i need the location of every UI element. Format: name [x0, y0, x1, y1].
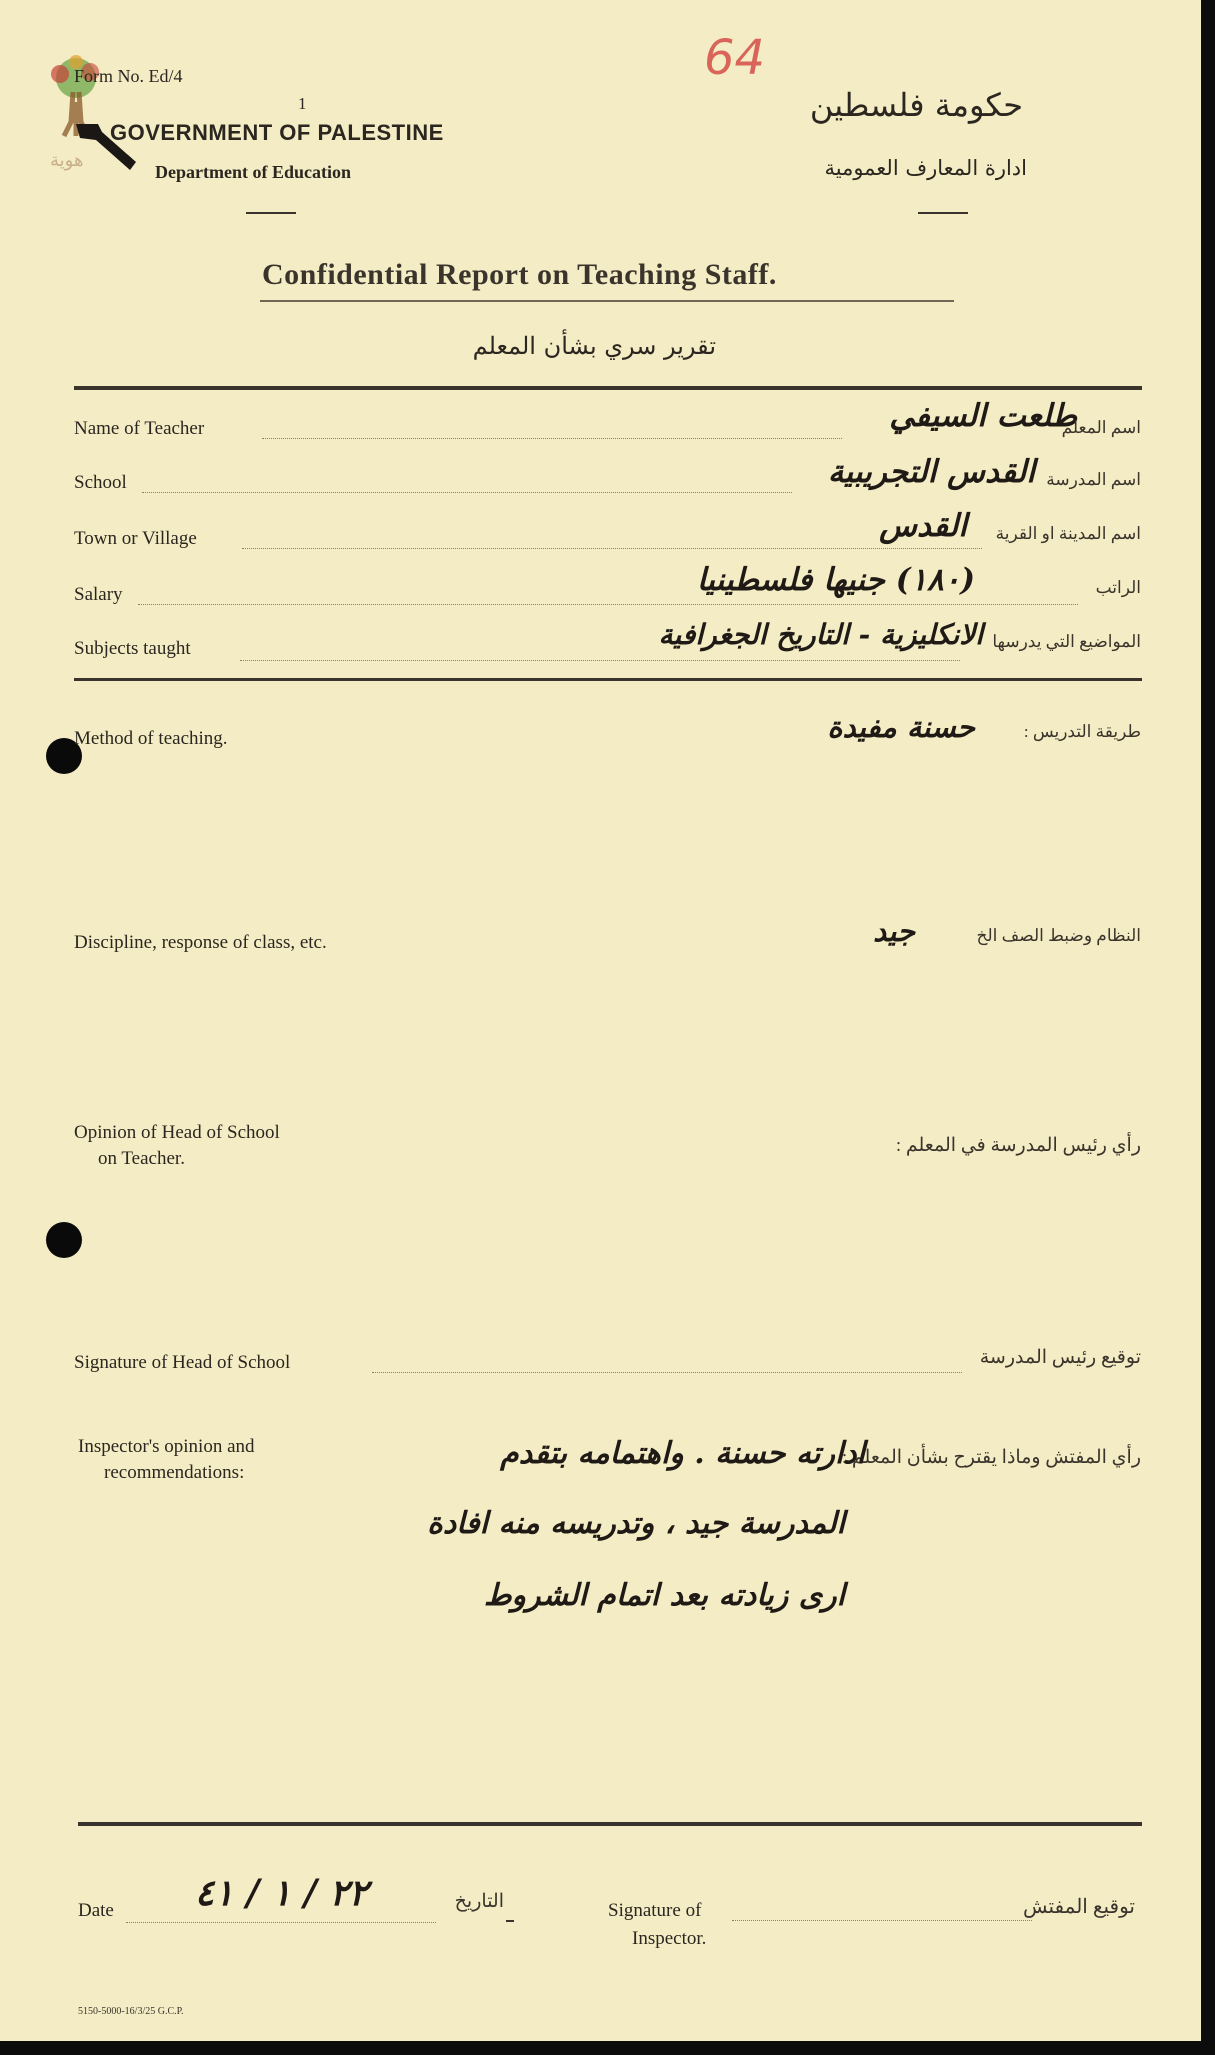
date-label: Date	[78, 1900, 114, 1921]
teacher-name-value: طلعت السيفي	[889, 398, 1077, 434]
signature-inspector-line	[732, 1920, 1032, 1921]
school-label-ar: اسم المدرسة	[1046, 470, 1141, 489]
inspector-label-line2: recommendations:	[104, 1462, 245, 1483]
fields-bottom-rule	[74, 678, 1142, 681]
footer-thick-rule	[78, 1822, 1142, 1826]
subjects-line	[240, 660, 960, 661]
department-title-en: Department of Education	[155, 162, 351, 182]
subjects-label-ar: المواضيع التي يدرسها	[992, 632, 1141, 651]
inspector-comment-line2: المدرسة جيد ، وتدريسه منه افادة	[427, 1506, 845, 1541]
school-label: School	[74, 472, 127, 493]
subjects-label: Subjects taught	[74, 638, 191, 659]
page-number: 64	[704, 30, 766, 86]
print-code: 5150-5000-16/3/25 G.C.P.	[78, 2006, 184, 2017]
tick-mark: 1	[298, 94, 307, 113]
discipline-label-ar: النظام وضبط الصف الخ	[976, 926, 1141, 945]
scan-edge-bottom	[0, 2041, 1215, 2055]
date-label-ar: التاريخ	[454, 1891, 504, 1912]
government-title-en: GOVERNMENT OF PALESTINE	[110, 120, 444, 145]
top-thick-rule	[74, 386, 1142, 390]
header-dash-left	[246, 212, 296, 214]
inspector-label-ar: رأي المفتش وماذا يقترح بشأن المعلم :	[841, 1447, 1141, 1468]
discipline-value: جيد	[873, 914, 915, 948]
date-line	[126, 1922, 436, 1923]
town-label: Town or Village	[74, 528, 197, 549]
school-value: القدس التجريبية	[827, 454, 1035, 490]
salary-label-ar: الراتب	[1095, 578, 1141, 597]
signature-inspector-label-line2: Inspector.	[632, 1928, 707, 1949]
page-title-en: Confidential Report on Teaching Staff.	[262, 258, 777, 291]
header-dash-right	[918, 212, 968, 214]
town-line	[242, 548, 982, 549]
salary-value: (١٨٠) جنيها فلسطينيا	[696, 562, 975, 598]
opinion-head-label-line1: Opinion of Head of School	[74, 1122, 280, 1143]
signature-head-label-ar: توقيع رئيس المدرسة	[979, 1347, 1141, 1368]
inspector-label-line1: Inspector's opinion and	[78, 1436, 255, 1457]
inspector-comment-line1: ادارته حسنة . واهتمامه بتقدم	[500, 1436, 865, 1471]
subjects-value: الانكليزية - التاريخ الجغرافية	[658, 618, 983, 651]
method-label-ar: طريقة التدريس :	[1023, 722, 1141, 741]
salary-line	[138, 604, 1078, 605]
salary-label: Salary	[74, 584, 123, 605]
teacher-name-line	[262, 438, 842, 439]
signature-head-label: Signature of Head of School	[74, 1352, 291, 1373]
form-number: Form No. Ed/4	[74, 66, 183, 86]
discipline-label: Discipline, response of class, etc.	[74, 932, 327, 953]
signature-inspector-label-ar: توقيع المفتش	[1022, 1896, 1135, 1918]
school-line	[142, 492, 792, 493]
signature-inspector-label-line1: Signature of	[608, 1900, 702, 1921]
government-title-ar: حكومة فلسطين	[809, 86, 1023, 124]
inspector-comment-line3: ارى زيادته بعد اتمام الشروط	[483, 1578, 845, 1613]
department-title-ar: ادارة المعارف العمومية	[824, 156, 1027, 180]
method-label: Method of teaching.	[74, 728, 228, 749]
date-value: ٢٢ / ١ / ٤١	[194, 1872, 368, 1914]
town-label-ar: اسم المدينة او القرية	[995, 524, 1141, 543]
date-dash	[506, 1920, 514, 1922]
title-underline	[260, 300, 954, 302]
town-value: القدس	[879, 508, 967, 544]
opinion-head-label-line2: on Teacher.	[98, 1148, 185, 1169]
scan-edge-right	[1201, 0, 1215, 2055]
page-title-ar: تقرير سري بشأن المعلم	[472, 332, 716, 360]
method-value: حسنة مفيدة	[827, 710, 975, 744]
signature-head-line	[372, 1372, 962, 1373]
opinion-head-label-ar: رأي رئيس المدرسة في المعلم :	[895, 1135, 1141, 1156]
watermark-text: هوية	[50, 150, 84, 171]
teacher-name-label: Name of Teacher	[74, 418, 205, 439]
teacher-name-label-ar: اسم المعلم	[1061, 418, 1141, 437]
punch-hole-lower	[46, 1222, 82, 1258]
